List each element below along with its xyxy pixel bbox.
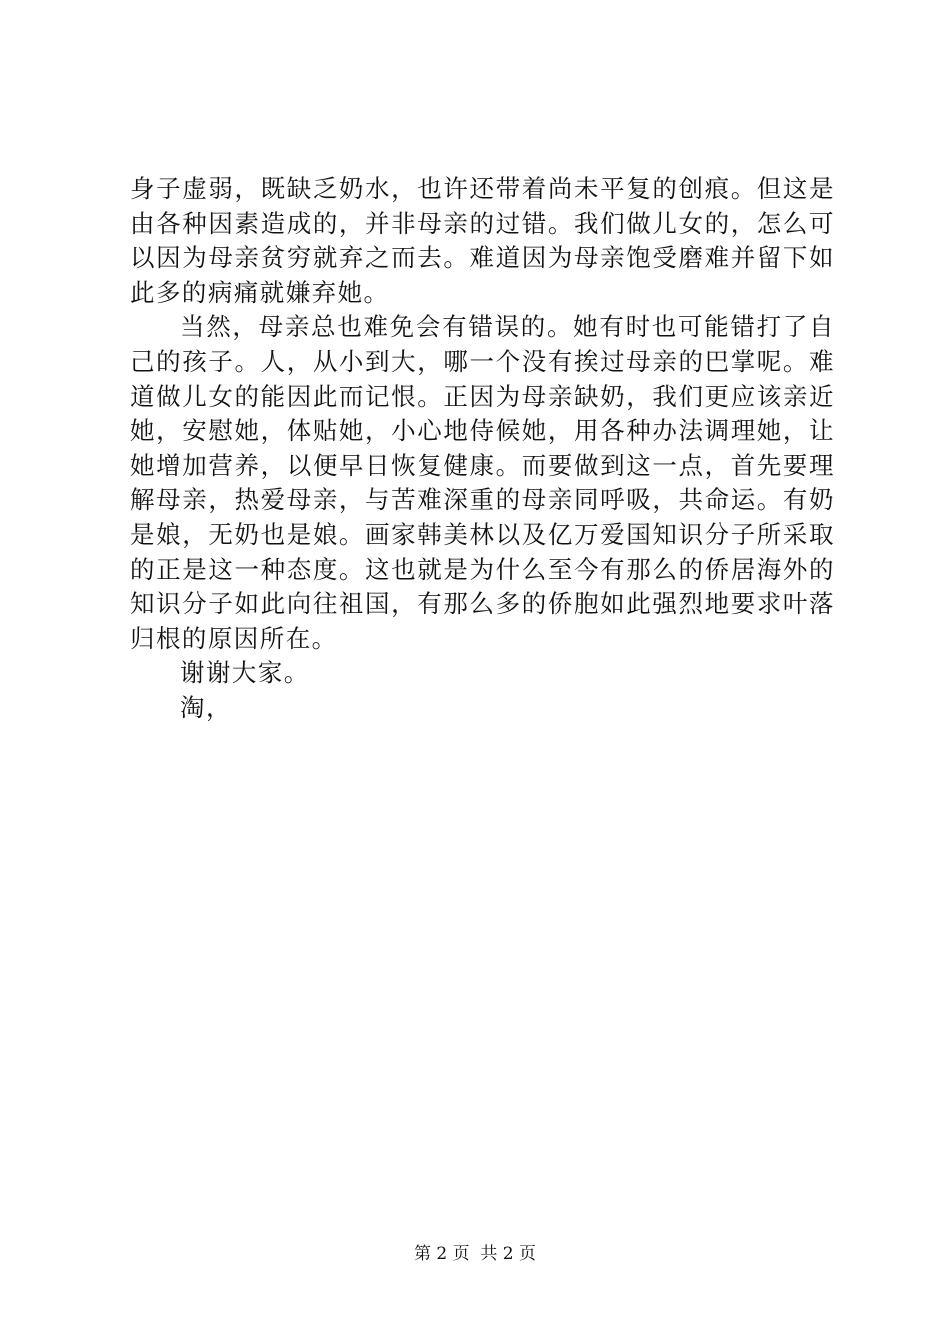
page-number-label: 第 2 页 共 2 页 (413, 1244, 537, 1264)
document-body (130, 172, 835, 726)
paragraph-fragment: 淘， (180, 692, 232, 722)
paragraph-continued: 身子虚弱，既缺乏奶水，也许还带着尚未平复的创痕。但这是由各种因素造成的，并非母亲的过错。我们做儿女的，怎么可以因为母亲贫穷就弃之而去。难道因为母亲饱受磨难并留下如此多的病痛就嫌弃她。 (130, 174, 835, 307)
paragraph-mother-mistakes: 当然，母亲总也难免会有错误的。她有时也可能错打了自己的孩子。人，从小到大，哪一个没有挨过母亲的巴掌呢。难道做儿女的能因此而记恨。正因为母亲缺奶，我们更应该亲近她，安慰她，体贴她，小心地侍候她，用各种办法调理她，让她增加营养，以便早日恢复健康。而要做到这一点，首先要理解母亲，热爱母亲，与苦难深重的母亲同呼吸，共命运。有奶是娘，无奶也是娘。画家韩美林以及亿万爱国知识分子所采取的正是这一种态度。这也就是为什么至今有那么的侨居海外的知识分子如此向往祖国，有那么多的侨胞如此强烈地要求叶落归根的原因所在。 (130, 312, 835, 653)
paragraph-thanks: 谢谢大家。 (180, 658, 310, 688)
page-footer (0, 1243, 950, 1265)
